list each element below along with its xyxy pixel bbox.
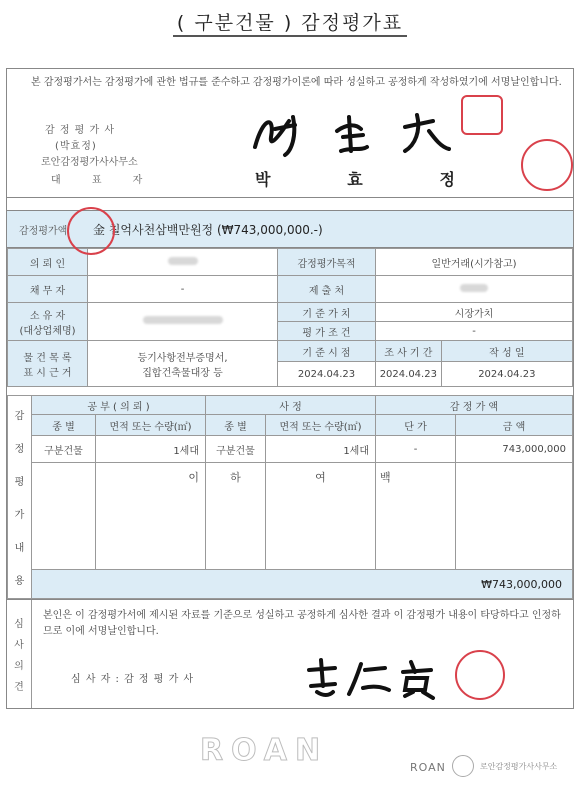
- appraised-value-band: [7, 210, 573, 248]
- declaration-box: [7, 69, 573, 198]
- submit-value: [376, 276, 573, 303]
- condition-label: 평 가 조 건: [278, 322, 376, 341]
- survey-date: 2024.04.23: [376, 362, 442, 387]
- handwritten-signature: [245, 107, 455, 159]
- pub-qty: 1세대: [96, 436, 206, 463]
- brand-logo-icon: [452, 755, 474, 777]
- below-char-3: 여: [266, 463, 376, 570]
- evidence-label: 물 건 목 록 표 시 근 거: [8, 341, 88, 387]
- purpose-value: 일반거래(시가참고): [376, 249, 573, 276]
- below-char-1: 이: [96, 463, 206, 570]
- appraiser-label: 감 정 평 가 사: [45, 125, 116, 136]
- amount-header: 금 액: [456, 415, 573, 436]
- total-amount: ₩743,000,000: [32, 570, 573, 599]
- submit-label: 제 출 처: [278, 276, 376, 303]
- amount: 743,000,000: [456, 436, 573, 463]
- act-type-header: 종 별: [206, 415, 266, 436]
- below-char-4: 백: [376, 463, 456, 570]
- condition-value: -: [376, 322, 573, 341]
- info-table: [7, 248, 573, 387]
- client-label: 의 뢰 인: [8, 249, 88, 276]
- appraised-value: 金 칠억사천삼백만원정 (₩743,000,000.-): [93, 223, 323, 237]
- appraiser-seal: [521, 139, 573, 191]
- review-statement: 본인은 이 감정평가서에 제시된 자료를 기준으로 성실하고 공정하게 심사한 결과 이 감정평가 내용이 타당하다고 인정하므로 이에 서명날인합니다.: [43, 610, 561, 637]
- act-type: 구분건물: [206, 436, 266, 463]
- reviewer-label: 심 사 자 : 감 정 평 가 사: [71, 674, 195, 685]
- document-title: ( 구분건물 ) 감정평가표: [0, 8, 580, 35]
- appraiser-name-paren: (박효정): [55, 141, 97, 152]
- reviewer-signature: [301, 656, 451, 700]
- review-box: [7, 599, 573, 708]
- act-qty: 1세대: [266, 436, 376, 463]
- representative-label: 대 표 자: [51, 175, 157, 186]
- office-name: 로안감정평가사사무소: [41, 157, 138, 168]
- signer-name: 박 효 정: [255, 170, 455, 189]
- value-header: 감 정 가 액: [376, 396, 573, 415]
- survey-date-label: 조 사 기 간: [376, 341, 442, 362]
- footer: [0, 725, 580, 785]
- brand-watermark: ROAN: [200, 733, 329, 768]
- base-date-label: 기 준 시 점: [278, 341, 376, 362]
- brand-small: ROAN: [410, 761, 446, 774]
- value-seal: [67, 207, 115, 255]
- basis-label: 기 준 가 치: [278, 303, 376, 322]
- actual-header: 사 정: [206, 396, 376, 415]
- office-seal: [461, 95, 503, 135]
- below-char-2: 하: [206, 463, 266, 570]
- basis-value: 시장가치: [376, 303, 573, 322]
- appraised-value-label: 감정평가액: [19, 226, 68, 237]
- unit-price: -: [376, 436, 456, 463]
- debtor-value: -: [88, 276, 278, 303]
- purpose-label: 감정평가목적: [278, 249, 376, 276]
- act-area-header: 면적 또는 수량(㎡): [266, 415, 376, 436]
- unit-header: 단 가: [376, 415, 456, 436]
- detail-table: [7, 395, 573, 599]
- owner-value: [88, 303, 278, 341]
- public-header: 공 부 ( 의 뢰 ): [32, 396, 206, 415]
- pub-type-header: 종 별: [32, 415, 96, 436]
- made-date: 2024.04.23: [441, 362, 572, 387]
- pub-area-header: 면적 또는 수량(㎡): [96, 415, 206, 436]
- brand-org: 로안감정평가사사무소: [480, 762, 558, 771]
- client-value: [88, 249, 278, 276]
- declaration-statement: 본 감정평가서는 감정평가에 관한 법규를 준수하고 감정평가이론에 따라 성실하고 공정하게 작성하였기에 서명날인합니다.: [31, 77, 562, 88]
- debtor-label: 채 무 자: [8, 276, 88, 303]
- made-date-label: 작 성 일: [441, 341, 572, 362]
- base-date: 2024.04.23: [278, 362, 376, 387]
- appraisal-sheet: [6, 68, 574, 709]
- detail-side-label: 감 정 평 가 내 용: [8, 396, 32, 599]
- review-side-label: 심 사 의 견: [7, 600, 32, 708]
- owner-label: 소 유 자 (대상업체명): [8, 303, 88, 341]
- pub-type: 구분건물: [32, 436, 96, 463]
- reviewer-seal: [455, 650, 505, 700]
- evidence-value: 등기사항전부증명서, 집합건축물대장 등: [88, 341, 278, 387]
